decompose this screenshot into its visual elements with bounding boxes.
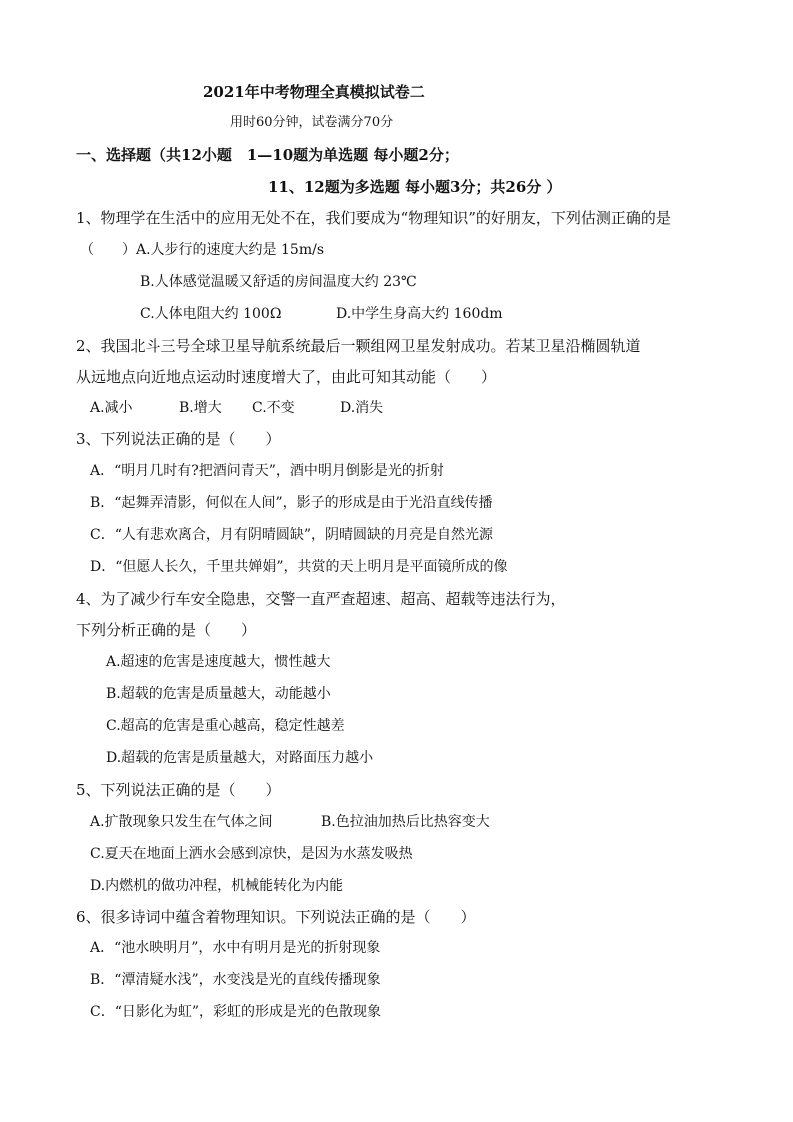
section-heading-line2: 11、12题为多选题 每小题3分；共26分 ）	[268, 178, 562, 196]
question-4-option-a: A.超速的危害是速度越大，惯性越大	[106, 654, 331, 670]
question-1-option-b: B.人体感觉温暖又舒适的房间温度大约 23℃	[140, 274, 417, 290]
question-1-option-c: C.人体电阻大约 100Ω	[140, 306, 282, 322]
question-4-stem-line1: 4、为了减少行车安全隐患，交警一直严查超速、超高、超载等违法行为，	[76, 590, 566, 608]
question-1-option-d: D.中学生身高大约 160dm	[336, 306, 503, 322]
question-1-option-a: （ ）A.人步行的速度大约是 15m/s	[80, 242, 325, 258]
question-3-stem: 3、下列说法正确的是（ ）	[76, 430, 281, 448]
question-3-option-d: D．“但愿人长久，千里共婵娟”，共赏的天上明月是平面镜所成的像	[90, 559, 508, 575]
question-3-option-b: B．“起舞弄清影，何似在人间”，影子的形成是由于光沿直线传播	[90, 495, 493, 511]
question-6-option-b: B．“潭清疑水浅”，水变浅是光的直线传播现象	[90, 972, 381, 988]
question-2-option-b: B.增大	[179, 400, 222, 416]
question-4-option-b: B.超载的危害是质量越大，动能越小	[106, 686, 331, 702]
question-2-option-d: D.消失	[340, 400, 384, 416]
question-5-stem: 5、下列说法正确的是（ ）	[76, 781, 281, 799]
question-1-stem: 1、物理学在生活中的应用无处不在，我们要成为“物理知识”的好朋友，下列估测正确的是	[76, 209, 671, 227]
question-2-option-a: A.减小	[90, 400, 133, 416]
question-6-stem: 6、很多诗词中蕴含着物理知识。下列说法正确的是（ ）	[76, 908, 476, 926]
question-3-option-c: C．“人有悲欢离合，月有阴晴圆缺”，阴晴圆缺的月亮是自然光源	[90, 527, 494, 543]
question-6-option-c: C．“日影化为虹”，彩虹的形成是光的色散现象	[90, 1004, 382, 1020]
exam-title: 2021年中考物理全真模拟试卷二	[203, 83, 425, 101]
question-5-option-a: A.扩散现象只发生在气体之间	[90, 814, 273, 830]
question-2-stem-line1: 2、我国北斗三号全球卫星导航系统最后一颗组网卫星发射成功。若某卫星沿椭圆轨道	[76, 337, 641, 355]
section-heading-line1: 一、选择题（共12小题 1—10题为单选题 每小题2分；	[76, 146, 459, 164]
question-4-option-d: D.超载的危害是质量越大，对路面压力越小	[106, 750, 374, 766]
question-5-option-d: D.内燃机的做功冲程，机械能转化为内能	[90, 878, 344, 894]
question-3-option-a: A．“明月几时有?把酒问青天”，酒中明月倒影是光的折射	[90, 463, 444, 479]
exam-subtitle: 用时60分钟，试卷满分70分	[230, 115, 394, 130]
question-2-option-c: C.不变	[252, 400, 295, 416]
question-4-option-c: C.超高的危害是重心越高，稳定性越差	[106, 718, 345, 734]
question-2-stem-line2: 从远地点向近地点运动时速度增大了，由此可知其动能（ ）	[76, 368, 497, 386]
question-5-option-b: B.色拉油加热后比热容变大	[321, 814, 490, 830]
question-4-stem-line2: 下列分析正确的是（ ）	[76, 621, 257, 639]
question-5-option-c: C.夏天在地面上洒水会感到凉快，是因为水蒸发吸热	[90, 846, 413, 862]
question-6-option-a: A．“池水映明月”，水中有明月是光的折射现象	[90, 940, 381, 956]
